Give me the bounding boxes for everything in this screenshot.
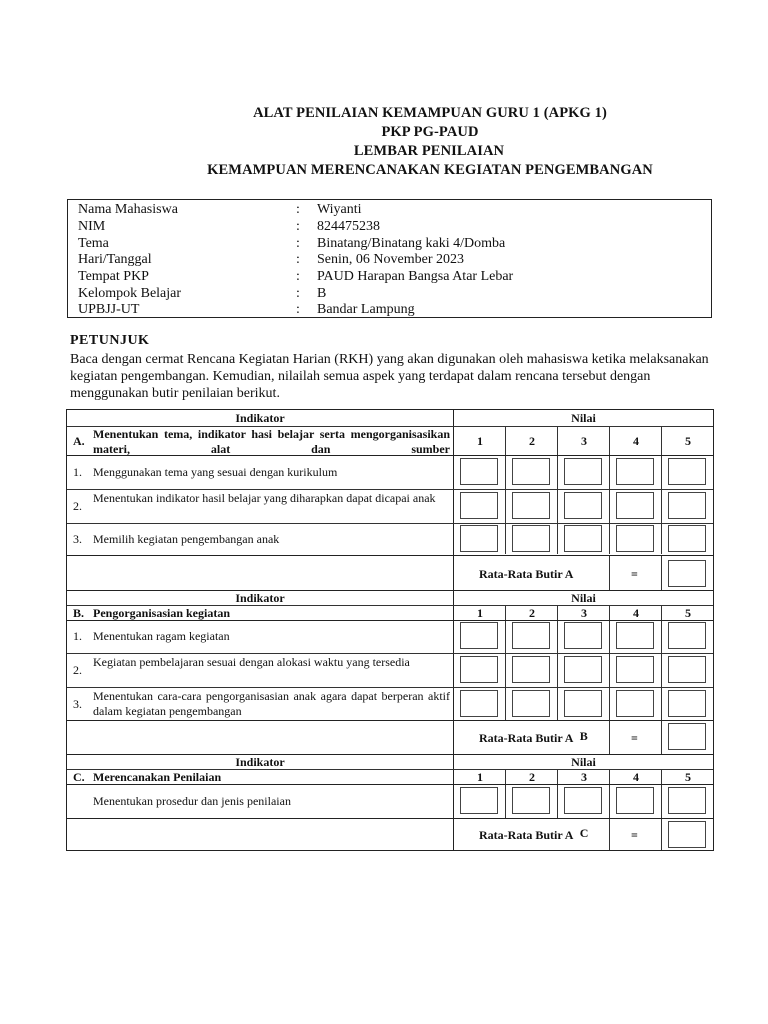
score-col-line — [609, 721, 610, 754]
score-box[interactable] — [616, 525, 654, 552]
scale-number: 5 — [685, 770, 691, 784]
scale-number: 3 — [581, 770, 587, 784]
average-label — [479, 731, 588, 746]
score-box[interactable] — [460, 492, 498, 519]
score-box[interactable] — [564, 622, 602, 649]
score-box[interactable] — [564, 525, 602, 552]
score-box[interactable] — [668, 492, 706, 519]
info-label: Hari/Tanggal — [78, 252, 152, 267]
score-box[interactable] — [460, 656, 498, 683]
score-box[interactable] — [668, 787, 706, 814]
row-divider — [67, 523, 713, 524]
info-label: Kelompok Belajar — [78, 286, 182, 301]
score-col-line — [557, 426, 558, 554]
info-row — [68, 235, 711, 252]
row-divider — [67, 489, 713, 490]
score-box[interactable] — [512, 787, 550, 814]
score-box[interactable] — [460, 690, 498, 717]
score-box[interactable] — [668, 525, 706, 552]
nilai-header: Nilai — [571, 411, 596, 425]
title-line-3: LEMBAR PENILAIAN — [353, 143, 505, 159]
info-row — [68, 285, 711, 302]
equals-sign: = — [631, 828, 638, 842]
average-box[interactable] — [668, 723, 706, 750]
row-divider — [67, 818, 713, 819]
score-col-line — [661, 426, 662, 554]
score-box[interactable] — [668, 458, 706, 485]
info-value: B — [317, 286, 327, 301]
info-row — [68, 251, 711, 268]
average-box[interactable] — [668, 821, 706, 848]
info-colon: : — [296, 286, 300, 301]
item-number: 2. — [73, 663, 82, 677]
score-box[interactable] — [616, 458, 654, 485]
score-col-line — [505, 426, 506, 554]
info-value: PAUD Harapan Bangsa Atar Lebar — [317, 269, 514, 284]
score-box[interactable] — [616, 492, 654, 519]
score-box[interactable] — [564, 656, 602, 683]
score-box[interactable] — [460, 525, 498, 552]
info-colon: : — [296, 219, 300, 234]
score-col-line — [609, 819, 610, 850]
score-box[interactable] — [512, 622, 550, 649]
score-col-line — [609, 426, 610, 554]
row-divider — [67, 455, 713, 456]
instructions-text: Baca dengan cermat Rencana Kegiatan Harian (RKH) yang akan digunakan oleh mahasiswa ketika melaksanakan kegiatan pengembangan. Kemudian, nilailah semua aspek yang terdapat dalam rencana tersebut dengan menggunakan butir penilaian berikut. — [70, 352, 709, 401]
average-box[interactable] — [668, 560, 706, 587]
average-label-text: Rata-Rata Butir A — [479, 731, 573, 745]
item-text: Menggunakan tema yang sesuai dengan kurikulum — [93, 465, 338, 479]
scale-number: 4 — [633, 606, 639, 620]
score-col-line — [505, 605, 506, 720]
scale-number: 3 — [581, 606, 587, 620]
scale-number: 1 — [477, 434, 483, 448]
info-value: 824475238 — [317, 219, 380, 234]
item-number: 3. — [73, 532, 82, 546]
scale-number: 5 — [685, 434, 691, 448]
info-row — [68, 218, 711, 235]
info-label: UPBJJ-UT — [78, 302, 140, 317]
info-value: Bandar Lampung — [317, 302, 415, 317]
scale-number: 1 — [477, 606, 483, 620]
indikator-header: Indikator — [235, 411, 285, 425]
score-box[interactable] — [564, 690, 602, 717]
equals-sign: = — [631, 731, 638, 745]
scale-number: 4 — [633, 770, 639, 784]
score-box[interactable] — [616, 690, 654, 717]
item-text: Menentukan cara-cara pengorganisasian anak agara dapat berperan aktif dalam kegiatan pengembangan — [93, 689, 450, 718]
section-b-letter: B. — [73, 606, 85, 620]
info-row — [68, 201, 711, 218]
score-box[interactable] — [564, 458, 602, 485]
item-text: Menentukan indikator hasil belajar yang diharapkan dapat dicapai anak — [93, 491, 436, 505]
assessment-table — [66, 409, 714, 851]
row-divider — [67, 653, 713, 654]
info-label: Nama Mahasiswa — [78, 202, 178, 217]
item-number: 2. — [73, 499, 82, 513]
info-value: Wiyanti — [317, 202, 362, 217]
score-box[interactable] — [668, 690, 706, 717]
score-box[interactable] — [668, 656, 706, 683]
score-box[interactable] — [512, 525, 550, 552]
score-box[interactable] — [460, 622, 498, 649]
score-box[interactable] — [564, 787, 602, 814]
score-box[interactable] — [512, 656, 550, 683]
info-colon: : — [296, 269, 300, 284]
score-col-line — [661, 605, 662, 720]
section-b-title: Pengorganisasian kegiatan — [93, 606, 231, 620]
info-colon: : — [296, 236, 300, 251]
row-divider — [67, 687, 713, 688]
title-line-2: PKP PG-PAUD — [381, 124, 479, 140]
instructions-heading: PETUNJUK — [70, 333, 150, 348]
nilai-header: Nilai — [571, 591, 596, 605]
score-col-line — [661, 819, 662, 850]
item-number: 3. — [73, 697, 82, 711]
nilai-header: Nilai — [571, 755, 596, 769]
average-suffix: C — [579, 826, 589, 840]
score-col-line — [661, 721, 662, 754]
row-divider — [67, 720, 713, 721]
scale-number: 2 — [529, 606, 535, 620]
score-box[interactable] — [512, 458, 550, 485]
info-colon: : — [296, 302, 300, 317]
equals-sign: = — [631, 567, 638, 581]
title-line-4: KEMAMPUAN MERENCANAKAN KEGIATAN PENGEMBANGAN — [207, 162, 653, 178]
indikator-header: Indikator — [235, 591, 285, 605]
item-text: Menentukan prosedur dan jenis penilaian — [93, 794, 291, 808]
score-col-line — [557, 769, 558, 818]
info-value: Senin, 06 November 2023 — [317, 252, 464, 267]
indikator-header: Indikator — [235, 755, 285, 769]
info-colon: : — [296, 252, 300, 267]
info-row — [68, 268, 711, 285]
score-box[interactable] — [460, 458, 498, 485]
info-label: Tempat PKP — [78, 269, 149, 284]
average-suffix: B — [579, 729, 588, 743]
score-col-line — [661, 769, 662, 818]
scale-number: 3 — [581, 434, 587, 448]
score-box[interactable] — [616, 622, 654, 649]
score-box[interactable] — [616, 787, 654, 814]
score-col-line — [661, 556, 662, 590]
average-label — [479, 828, 588, 843]
scale-number: 5 — [685, 606, 691, 620]
scale-number: 1 — [477, 770, 483, 784]
score-col-line — [609, 605, 610, 720]
score-box[interactable] — [512, 492, 550, 519]
info-row — [68, 301, 711, 318]
info-colon: : — [296, 202, 300, 217]
section-c-letter: C. — [73, 770, 85, 784]
score-col-line — [557, 605, 558, 720]
score-col-line — [505, 769, 506, 818]
info-value: Binatang/Binatang kaki 4/Domba — [317, 236, 506, 251]
average-label: Rata-Rata Butir A — [479, 567, 574, 581]
item-text: Memilih kegiatan pengembangan anak — [93, 532, 280, 546]
section-a-title: Menentukan tema, indikator hasi belajar serta mengorganisasikan materi, alat dan sumber — [93, 427, 450, 456]
item-number: 1. — [73, 629, 82, 643]
score-box[interactable] — [512, 690, 550, 717]
score-box[interactable] — [616, 656, 654, 683]
section-a-letter: A. — [73, 434, 85, 448]
info-label: Tema — [78, 236, 109, 251]
section-c-title: Merencanakan Penilaian — [93, 770, 222, 784]
scale-number: 4 — [633, 434, 639, 448]
item-text: Menentukan ragam kegiatan — [93, 629, 230, 643]
score-box[interactable] — [460, 787, 498, 814]
average-label-text: Rata-Rata Butir A — [479, 828, 573, 842]
title-line-1: ALAT PENILAIAN KEMAMPUAN GURU 1 (APKG 1) — [253, 105, 607, 121]
item-number: 1. — [73, 465, 82, 479]
row-divider — [67, 784, 713, 785]
item-text: Kegiatan pembelajaran sesuai dengan alokasi waktu yang tersedia — [93, 655, 410, 669]
score-col-line — [609, 556, 610, 590]
student-info-box — [67, 199, 712, 318]
score-col-line — [609, 769, 610, 818]
info-label: NIM — [78, 219, 106, 234]
scale-number: 2 — [529, 770, 535, 784]
score-box[interactable] — [564, 492, 602, 519]
document-title — [0, 104, 768, 180]
row-divider — [67, 620, 713, 621]
scale-number: 2 — [529, 434, 535, 448]
row-divider — [67, 555, 713, 556]
score-box[interactable] — [668, 622, 706, 649]
